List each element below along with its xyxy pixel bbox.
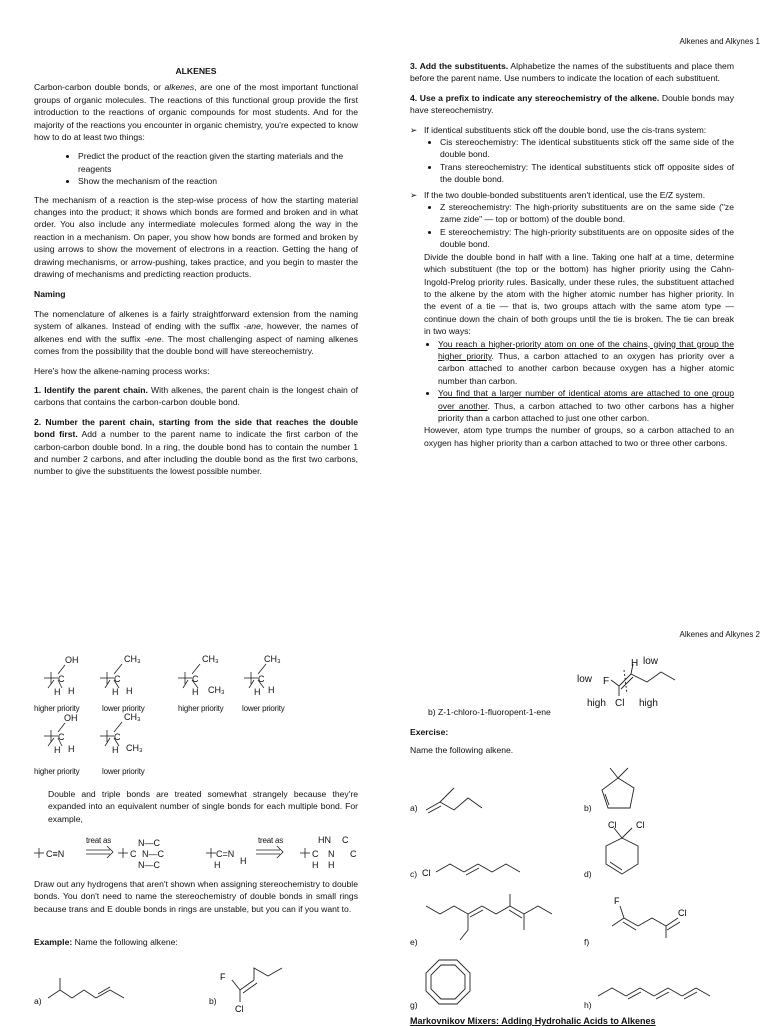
svg-text:H: H: [328, 860, 335, 870]
svg-text:C: C: [192, 674, 199, 684]
svg-text:H: H: [254, 687, 261, 697]
list-item: • Z stereochemistry: The high-priority substituents are on the same side ("ze zame zide" — top or bottom) of the double bond.: [440, 201, 734, 226]
exercise-molecule-c: [422, 852, 532, 882]
priority-structures: [30, 650, 330, 780]
svg-text:C: C: [114, 732, 121, 742]
tie-break-list: [410, 338, 734, 425]
svg-text:OH: OH: [64, 713, 78, 723]
exercise-molecule-f: [594, 892, 704, 946]
section-heading-markovnikov: Markovnikov Mixers: Adding Hydrohalic Acids to Alkenes: [410, 1016, 656, 1026]
svg-text:Cl: Cl: [615, 698, 625, 709]
svg-text:C: C: [130, 849, 137, 859]
svg-text:H: H: [126, 686, 133, 696]
exercise-molecule-g: [420, 956, 476, 1012]
svg-text:H: H: [214, 860, 221, 870]
list-item: • Show the mechanism of the reaction: [78, 175, 358, 187]
svg-text:Cl: Cl: [608, 820, 617, 830]
example-label-b: b): [209, 996, 217, 1006]
answer-b: b) Z-1-chloro-1-fluoropent-1-ene: [428, 707, 551, 717]
svg-text:C: C: [342, 835, 349, 845]
arrow-bullet-icon: ➢: [410, 189, 418, 200]
svg-text:C: C: [58, 674, 65, 684]
naming-heading: Naming: [34, 288, 66, 299]
list-item: • Predict the product of the reaction given the starting materials and the reagents: [78, 150, 358, 175]
svg-text:treat as: treat as: [258, 836, 284, 845]
arrow-bullet-icon: ➢: [410, 124, 418, 135]
svg-text:CH₃: CH₃: [208, 685, 225, 695]
svg-text:C≡N: C≡N: [46, 849, 65, 859]
svg-text:H: H: [112, 745, 119, 755]
exercise-label: c): [410, 869, 418, 879]
svg-text:low: low: [577, 674, 593, 685]
svg-text:CH₃: CH₃: [126, 743, 143, 753]
section-title: ALKENES: [175, 66, 217, 76]
exercise-molecule-e: [422, 890, 562, 946]
list-item: • You reach a higher-priority atom on one of the chains, giving that group the higher priority. Thus, a carbon attached to an oxygen has priority over a carbon attached to another carbon because oxygen has a higher atomic number than carbon.: [438, 338, 734, 388]
ez-rule: ➢ If the two double-bonded substituents aren't identical, use the E/Z system. • Z stereochemistry: The high-priority substituents are on the same side ("ze zame zide" — top or bottom) of the double bond. • E stereochemistry: The high-priority substituents are on opposite sides of the double bond.: [410, 189, 734, 251]
treat-as-equations: [30, 832, 370, 876]
svg-text:H: H: [54, 745, 61, 755]
process-intro: Here's how the alkene-naming process works:: [34, 365, 210, 376]
however-paragraph: However, atom type trumps the number of groups, so a carbon attached to an oxygen has higher priority than a carbon attached to two or three other carbons.: [424, 425, 734, 448]
z-answer-molecule: [575, 650, 725, 712]
example-molecule-a: [44, 972, 134, 1012]
svg-text:Cl: Cl: [636, 820, 645, 830]
svg-text:H: H: [112, 687, 119, 697]
svg-text:C: C: [114, 674, 121, 684]
exercise-label: e): [410, 937, 418, 947]
example-molecule-b: [218, 962, 298, 1012]
step-1: 1. Identify the parent chain. With alkenes, the parent chain is the longest chain of carbons that contains the carbon-carbon double bond.: [34, 384, 358, 408]
svg-text:H: H: [240, 856, 247, 866]
svg-text:CH₃: CH₃: [124, 654, 141, 664]
example-label-a: a): [34, 996, 42, 1006]
exercise-molecule-a: [420, 780, 500, 820]
svg-text:F: F: [614, 896, 620, 906]
left-column-page1: [34, 65, 358, 485]
svg-text:H: H: [631, 658, 639, 669]
lower-priority-label: lower priority: [102, 704, 145, 713]
svg-text:C: C: [312, 849, 319, 859]
exercise-label: d): [584, 869, 592, 879]
svg-text:CH₃: CH₃: [264, 654, 281, 664]
svg-text:Cl: Cl: [678, 908, 687, 918]
intro-paragraph: Carbon-carbon double bonds, or alkenes, are one of the most important functional groups of organic molecules. The reactions of this functional group provide the first introduction to the reactions of organic compounds for most students. And for the majority of the reactions you encounter in organic chemistry, you're expected to know how to do at least two things:: [34, 82, 358, 143]
higher-priority-label: higher priority: [34, 704, 80, 713]
exercise-label: b): [584, 803, 592, 813]
exercise-molecule-b: [594, 764, 654, 820]
svg-text:H: H: [312, 860, 319, 870]
draw-out-paragraph: Draw out any hydrogens that aren't shown when assigning stereochemistry to double bonds. You don't need to name the stereochemistry of double bonds in small rings because trans and E double bonds in rings are unstable, but you can if you want to.: [34, 879, 358, 914]
svg-text:high: high: [639, 698, 658, 709]
svg-text:H: H: [268, 685, 275, 695]
svg-text:lower priority: lower priority: [242, 704, 285, 713]
svg-text:N—C: N—C: [138, 838, 160, 848]
svg-text:C: C: [58, 732, 65, 742]
svg-text:CH₃: CH₃: [124, 712, 141, 722]
exercise-label: a): [410, 803, 418, 813]
svg-text:high: high: [587, 698, 606, 709]
svg-text:H: H: [192, 687, 199, 697]
divide-paragraph: Divide the double bond in half with a line. Taking one half at a time, determine which substituent (the top or the bottom) has higher priority using the Cahn-Ingold-Prelog priority rules. Basically, under these rules, the substituent attached to the alkene by the atom with the higher atomic number has higher priority. In the event of a tie — that is, two groups attach with the same atom type — continue down the chain of both groups until the tie is broken. The tie can break in two ways:: [424, 251, 734, 337]
page-header-2: Alkenes and Alkynes 2: [679, 630, 760, 639]
exercise-label: f): [584, 937, 590, 947]
svg-text:treat as: treat as: [86, 836, 112, 845]
svg-text:higher priority: higher priority: [178, 704, 224, 713]
step-4: 4. Use a prefix to indicate any stereochemistry of the alkene. Double bonds may have stereochemistry.: [410, 92, 734, 116]
svg-text:F: F: [220, 972, 226, 982]
svg-text:CH₃: CH₃: [202, 654, 219, 664]
naming-paragraph: The nomenclature of alkenes is a fairly straightforward extension from the naming system of alkanes. Instead of ending with the suffix -ane, however, the names of alkenes end with the suffix -ene. The most challenging aspect of naming alkenes comes from the possibility that the double bond will have stereochemistry.: [34, 308, 359, 357]
svg-text:H: H: [54, 687, 61, 697]
svg-text:C=N: C=N: [216, 849, 235, 859]
svg-text:N: N: [328, 849, 335, 859]
exercise-molecule-d: [596, 818, 666, 882]
svg-text:Cl: Cl: [422, 868, 431, 878]
list-item: • Trans stereochemistry: The identical substituents stick off opposite sides of the double bond.: [440, 161, 734, 186]
svg-text:HN: HN: [318, 835, 331, 845]
exercise-text: Name the following alkene.: [410, 745, 514, 755]
svg-text:low: low: [643, 656, 659, 667]
svg-text:C: C: [258, 674, 265, 684]
step-3: 3. Add the substituents. Alphabetize the names of the substituents and place them before the parent name. Use numbers to indicate the location of each substituent.: [410, 61, 734, 84]
exercise-heading: Exercise:: [410, 727, 449, 737]
svg-text:N—C: N—C: [142, 849, 164, 859]
mechanism-paragraph: The mechanism of a reaction is the step-wise process of how the starting material changes into the product; it shows which bonds are formed and broken and in what order. You also include any intermediate molecules formed along the way in the reaction in a mechanism. On paper, you show how bonds are formed and broken by using arrows to show the movement of electrons in a reaction. Getting the hang of drawing mechanisms, or arrow-pushing, takes practice, and you begin to master the drawing of mechanisms and predicting reaction products.: [34, 194, 358, 280]
list-item: • Cis stereochemistry: The identical substituents stick off the same side of the double bond.: [440, 136, 734, 161]
svg-text:C: C: [350, 849, 357, 859]
svg-text:higher priority: higher priority: [34, 767, 80, 776]
example-prompt: Example: Name the following alkene:: [34, 937, 178, 947]
exercise-label: g): [410, 1000, 418, 1010]
exercise-label: h): [584, 1000, 592, 1010]
svg-text:N—C: N—C: [138, 860, 160, 870]
svg-text:lower priority: lower priority: [102, 767, 145, 776]
svg-text:H: H: [68, 686, 75, 696]
svg-text:H: H: [68, 744, 75, 754]
list-item: • E stereochemistry: The high-priority substituents are on opposite sides of the double bond.: [440, 226, 734, 251]
double-triple-paragraph: Double and triple bonds are treated somewhat strangely because they're expanded into an equivalent number of single bonds for each multiple bond. For example,: [48, 789, 358, 824]
svg-text:Cl: Cl: [235, 1004, 244, 1012]
exercise-molecule-h: [594, 976, 724, 1006]
svg-text:F: F: [603, 676, 610, 687]
oh-label: OH: [65, 655, 79, 665]
list-item: • You find that a larger number of identical atoms are attached to one group over another. Thus, a carbon attached to two other carbons has a higher priority than a carbon attached to just one other carbon.: [438, 387, 734, 424]
skills-list: [34, 150, 358, 187]
step-2: 2. Number the parent chain, starting from the side that reaches the double bond first. Add a number to the parent name to indicate the first carbon of the carbon-carbon double bond. In a ring, the double bond has to contain the number 1 and number 2 carbons, and after including the double bond as the first two carbons, number to give the substituents the lowest possible number.: [34, 416, 359, 477]
cis-trans-rule: ➢ If identical substituents stick off the double bond, use the cis-trans system: • Cis stereochemistry: The identical substituents stick off the same side of the double bond. • Trans stereochemistry: The identical substituents stick off opposite sides of the double bond.: [410, 124, 734, 186]
right-column-page1: [410, 60, 734, 449]
page-header-1: Alkenes and Alkynes 1: [679, 37, 760, 46]
